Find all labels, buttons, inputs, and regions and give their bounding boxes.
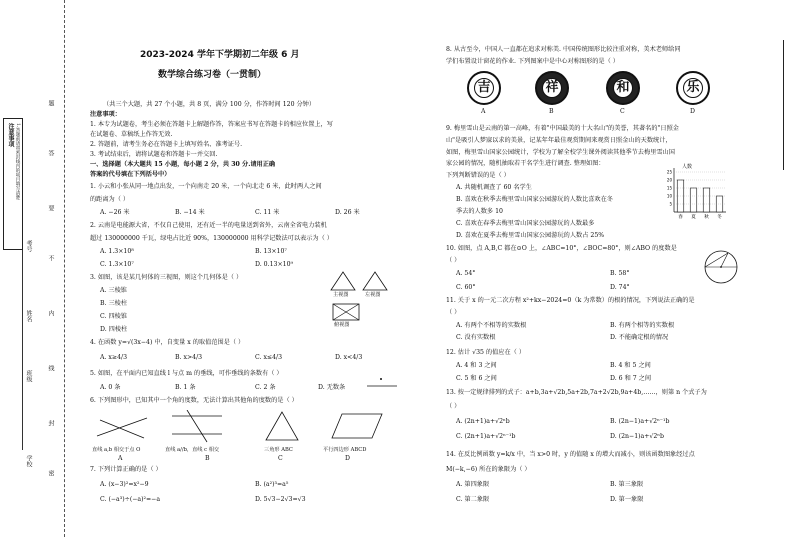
note-line: 在试题卷、草稿纸上作答无效. xyxy=(90,131,173,138)
top-view-label: 俯视图 xyxy=(334,322,350,328)
coin-b-image xyxy=(535,71,569,105)
seal-char: 要 xyxy=(47,205,54,211)
q9-option: C. 喜欢在春季去梅里雪山国家公园游玩的人数最多 xyxy=(456,220,595,227)
chart-y-tick: 10 xyxy=(666,193,672,199)
q6-option: B xyxy=(205,455,210,462)
q9-option: 季去的人数多 10 xyxy=(456,208,503,215)
q1-stem: 1. 小云和小张从同一地点出发，一个向南走 20 米，一个向北走 6 米，此时两人之间 xyxy=(90,183,322,190)
coin-char: 吉 xyxy=(474,78,494,98)
seal-char: 内 xyxy=(47,310,54,316)
three-view-figure xyxy=(325,268,395,330)
fig-caption: 平行四边形 ABCD xyxy=(323,447,367,453)
exam-info: （共三个大题，共 27 个小题，共 8 页，满分 100 分，作答时间 120 分钟） xyxy=(103,101,316,108)
seal-char: 封 xyxy=(47,420,54,426)
q10-stem: （ ） xyxy=(446,257,461,264)
fill-line xyxy=(22,250,24,450)
q12-stem: 12. 估计 √35 的值应在（ ） xyxy=(446,349,526,356)
chart-bar xyxy=(690,188,697,212)
notice-box xyxy=(3,118,23,250)
fig-caption: 直线 a//b，直线 c 相交 xyxy=(165,447,220,453)
q14-stem: 14. 在反比例函数 y=k/x 中，当 x>0 时，y 的值随 x 的增大而减小，则该函数图象经过点 xyxy=(446,451,695,458)
line-point-figure xyxy=(365,376,399,390)
q11-option: B. 有两个相等的实数根 xyxy=(610,322,675,329)
notes-heading: 注意事项： xyxy=(90,111,121,118)
q11-option: C. 没有实数根 xyxy=(456,334,496,341)
q10-option: B. 58° xyxy=(610,270,630,277)
chart-x-tick: 夏 xyxy=(691,215,696,220)
coin-char: 和 xyxy=(613,78,633,98)
side-view-label: 左视图 xyxy=(365,292,381,298)
section-heading-2: 答案的代号填在下列括号中） xyxy=(90,171,171,178)
label-class: 班级 xyxy=(25,370,32,382)
q2-option: D. 0.13×10⁹ xyxy=(255,261,293,268)
chart-bar xyxy=(716,196,723,212)
q8-option: A xyxy=(481,108,486,115)
q13-stem: （ ） xyxy=(446,403,461,410)
q7-option: D. 5√3−2√3=√3 xyxy=(255,496,306,503)
q10-stem: 10. 如图，点 A,B,C 都在⊙O 上，∠ABC=10°，∠BOC=80°，则∠ABO 的度数是 xyxy=(446,245,677,252)
q3-stem: 3. 如图，该是某几何体的三视图，则这个几何体是（ ） xyxy=(90,274,243,281)
q13-option: B. (2n−1)a+√2ⁿ⁻¹b xyxy=(610,418,670,425)
q3-option: C. 四棱锥 xyxy=(100,313,128,320)
q5-stem: 5. 如图，在平面内已知直线 l 与点 m 的垂线，可作垂线的条数有（ ） xyxy=(90,370,283,377)
coin-c-image xyxy=(606,71,640,105)
q13-stem: 13. 按一定规律排列的式子：a+b,3a+√2b,5a+2b,7a+2√2b,9a+4b,……，则第 n 个式子为 xyxy=(446,389,707,396)
q4-stem: 4. 在函数 y=√(3x−4) 中，自变量 x 的取值范围是（ ） xyxy=(90,339,245,346)
notice-text: 1.答题前请将密封线内的项目填写清楚 xyxy=(15,123,20,200)
q6-option: D xyxy=(345,455,350,462)
chart-x-tick: 冬 xyxy=(717,215,722,220)
q7-stem: 7. 下列计算正确的是（ ） xyxy=(90,466,162,473)
q3-option: A. 三棱锥 xyxy=(100,287,127,294)
q2-stem: 超过 130000000 千瓦，绿电占比近 90%，130000000 用科学记数法可以表示为（ ） xyxy=(90,235,333,242)
q11-option: D. 不能确定根的情况 xyxy=(610,334,669,341)
q2-option: B. 13×10⁷ xyxy=(255,248,287,255)
chart-y-tick: 25 xyxy=(666,169,672,175)
q8-stem: 8. 从古至今，中国人一直都在追求对称美. 中国传统图形比较注重对称，美术老师给同 xyxy=(446,46,681,53)
q12-option: A. 4 和 3 之间 xyxy=(456,362,497,369)
q2-option: C. 1.3×10⁷ xyxy=(100,261,134,268)
q6-option: A xyxy=(118,455,123,462)
q9-option: A. 共随机调查了 60 名学生 xyxy=(456,184,532,191)
q9-option: D. 喜欢在夏季去梅里雪山国家公园游玩的人数占 25% xyxy=(456,232,605,239)
q8-option: D xyxy=(690,108,695,115)
notice-title: 注意事项 xyxy=(7,123,14,147)
q13-option: C. (2n+1)a+√2ⁿ⁻¹b xyxy=(456,433,516,440)
q7-option: C. (−a³)÷(−a)²=−a xyxy=(100,496,161,503)
chart-x-tick: 秋 xyxy=(704,215,709,220)
q4-option: A. x≥4/3 xyxy=(100,354,128,361)
q2-stem: 2. 云南是电能源大省，不仅自己使用，还有近一半的电量送到省外，云南全省电力装机 xyxy=(90,222,327,229)
q11-stem: 11. 关于 x 的一元二次方程 x²+kx−2024=0（k 为常数）的根的情况，下列说法正确的是 xyxy=(446,297,695,304)
q14-option: A. 第四象限 xyxy=(456,481,490,488)
q6-stem: 6. 下列图形中，已知其中一个角的度数，无法计算出其他角的度数的是（ ） xyxy=(90,397,298,404)
q9-stem: 家公园的情况，随机抽取若干名学生进行调查. 整理如图： xyxy=(446,160,605,167)
right-strip xyxy=(783,40,794,170)
q9-stem: 如图，梅里雪山国家公园统计，学校为了解全校学生课外阅读其他季节去梅里雪山国 xyxy=(446,149,675,156)
q10-option: D. 74° xyxy=(610,284,630,291)
note-line: 3. 考试结束后，请将试题卷和答题卡一并交回. xyxy=(90,151,218,158)
note-line: 1. 本专为试题卷，考生必须在答题卡上解题作答，答案应书写在答题卡的相应位置上，写 xyxy=(90,121,333,128)
q9-stem: 下列判断错误的是（ ） xyxy=(446,172,510,179)
label-name: 姓名 xyxy=(25,310,32,322)
q12-option: D. 6 和 7 之间 xyxy=(610,375,652,382)
seal-char: 不 xyxy=(47,255,54,261)
q14-option: C. 第二象限 xyxy=(456,496,490,503)
q5-option: D. 无数条 xyxy=(318,384,346,391)
note-line: 2. 答题前，请考生务必在答题卡上填写姓名、准考证号. xyxy=(90,141,243,148)
label-exam-no: 考号 xyxy=(25,240,32,252)
q14-option: B. 第三象限 xyxy=(610,481,644,488)
q3-option: B. 三棱柱 xyxy=(100,300,128,307)
seal-char: 题 xyxy=(47,100,54,106)
q9-stem: 山"是吸引人梦寐以求的美景，记某年年最佳观赏期间来观赏日照金山的天数统计， xyxy=(446,137,672,144)
q12-option: C. 5 和 6 之间 xyxy=(456,375,497,382)
coin-d-image xyxy=(676,71,710,105)
q10-option: A. 54° xyxy=(456,270,476,277)
q7-option: B. (a²)³=a⁵ xyxy=(255,481,289,488)
binding-margin xyxy=(0,0,65,537)
q1-option: D. 26 米 xyxy=(335,209,360,216)
q4-option: D. x<4/3 xyxy=(335,354,363,361)
q14-option: D. 第一象限 xyxy=(610,496,644,503)
fig-caption: 三角形 ABC xyxy=(264,447,293,453)
q9-stem: 9. 梅里雪山是云南的第一高峰，有着"中国最美的十大名山"的美誉，其著名的"日照金 xyxy=(446,125,679,132)
seal-char: 线 xyxy=(47,365,54,371)
page-title: 2023-2024 学年下学期初二年级 6 月 xyxy=(140,50,300,60)
chart-y-tick: 15 xyxy=(666,185,672,191)
q1-option: B. −14 米 xyxy=(175,209,205,216)
q5-option: A. 0 条 xyxy=(100,384,121,391)
q5-option: B. 1 条 xyxy=(175,384,196,391)
coin-char: 祥 xyxy=(542,78,562,98)
q1-option: C. 11 米 xyxy=(255,209,280,216)
page-subtitle: 数学综合练习卷（一贯制） xyxy=(158,70,267,80)
q8-stem: 学们布置设计窗花的作业. 下列图案中是中心对称图形的是（ ） xyxy=(446,58,619,65)
q8-option: C xyxy=(620,108,625,115)
q1-option: A. −26 米 xyxy=(100,209,130,216)
seal-char: 答 xyxy=(47,150,54,156)
circle-figure xyxy=(700,244,742,286)
chart-y-label: 人数 xyxy=(682,164,693,170)
q7-option: A. (x−3)²=x²−9 xyxy=(100,481,149,488)
q9-option: B. 喜欢在秋季去梅里雪山国家公园游玩的人数比喜欢在冬 xyxy=(456,196,613,203)
q1-stem: 的距离为（ ） xyxy=(90,196,130,203)
q13-option: A. (2n+1)a+√2ⁿb xyxy=(456,418,510,425)
coin-char: 乐 xyxy=(683,78,703,98)
section-heading: 一、选择题（本大题共 15 小题，每小题 2 分，共 30 分.请用正确 xyxy=(90,161,276,168)
q11-stem: （ ） xyxy=(446,309,461,316)
q4-option: C. x≤4/3 xyxy=(255,354,283,361)
q11-option: A. 有两个不相等的实数根 xyxy=(456,322,527,329)
chart-y-tick: 20 xyxy=(666,177,672,183)
q3-option: D. 四棱柱 xyxy=(100,326,128,333)
chart-x-tick: 春 xyxy=(678,215,683,220)
q6-option: C xyxy=(278,455,283,462)
label-school: 学校 xyxy=(25,455,32,467)
q8-option: B xyxy=(549,108,554,115)
q4-option: B. x>4/3 xyxy=(175,354,203,361)
q12-option: B. 4 和 5 之间 xyxy=(610,362,651,369)
q14-stem: M(−k,−6) 所在的象限为（ ） xyxy=(446,466,531,473)
fig-caption: 直线 a,b 相交于点 O xyxy=(92,447,141,453)
chart-y-tick: 5 xyxy=(669,201,672,207)
front-view-label: 主视图 xyxy=(333,292,349,298)
q13-option: D. (2n−1)a+√2ⁿb xyxy=(610,433,664,440)
q10-option: C. 60° xyxy=(456,284,476,291)
q5-option: C. 2 条 xyxy=(255,384,276,391)
season-bar-chart xyxy=(662,160,730,222)
seal-char: 密 xyxy=(47,470,54,476)
chart-bar xyxy=(703,188,710,212)
angle-figures xyxy=(92,410,392,446)
q2-option: A. 1.3×10⁸ xyxy=(100,248,134,255)
coin-a-image xyxy=(467,71,501,105)
